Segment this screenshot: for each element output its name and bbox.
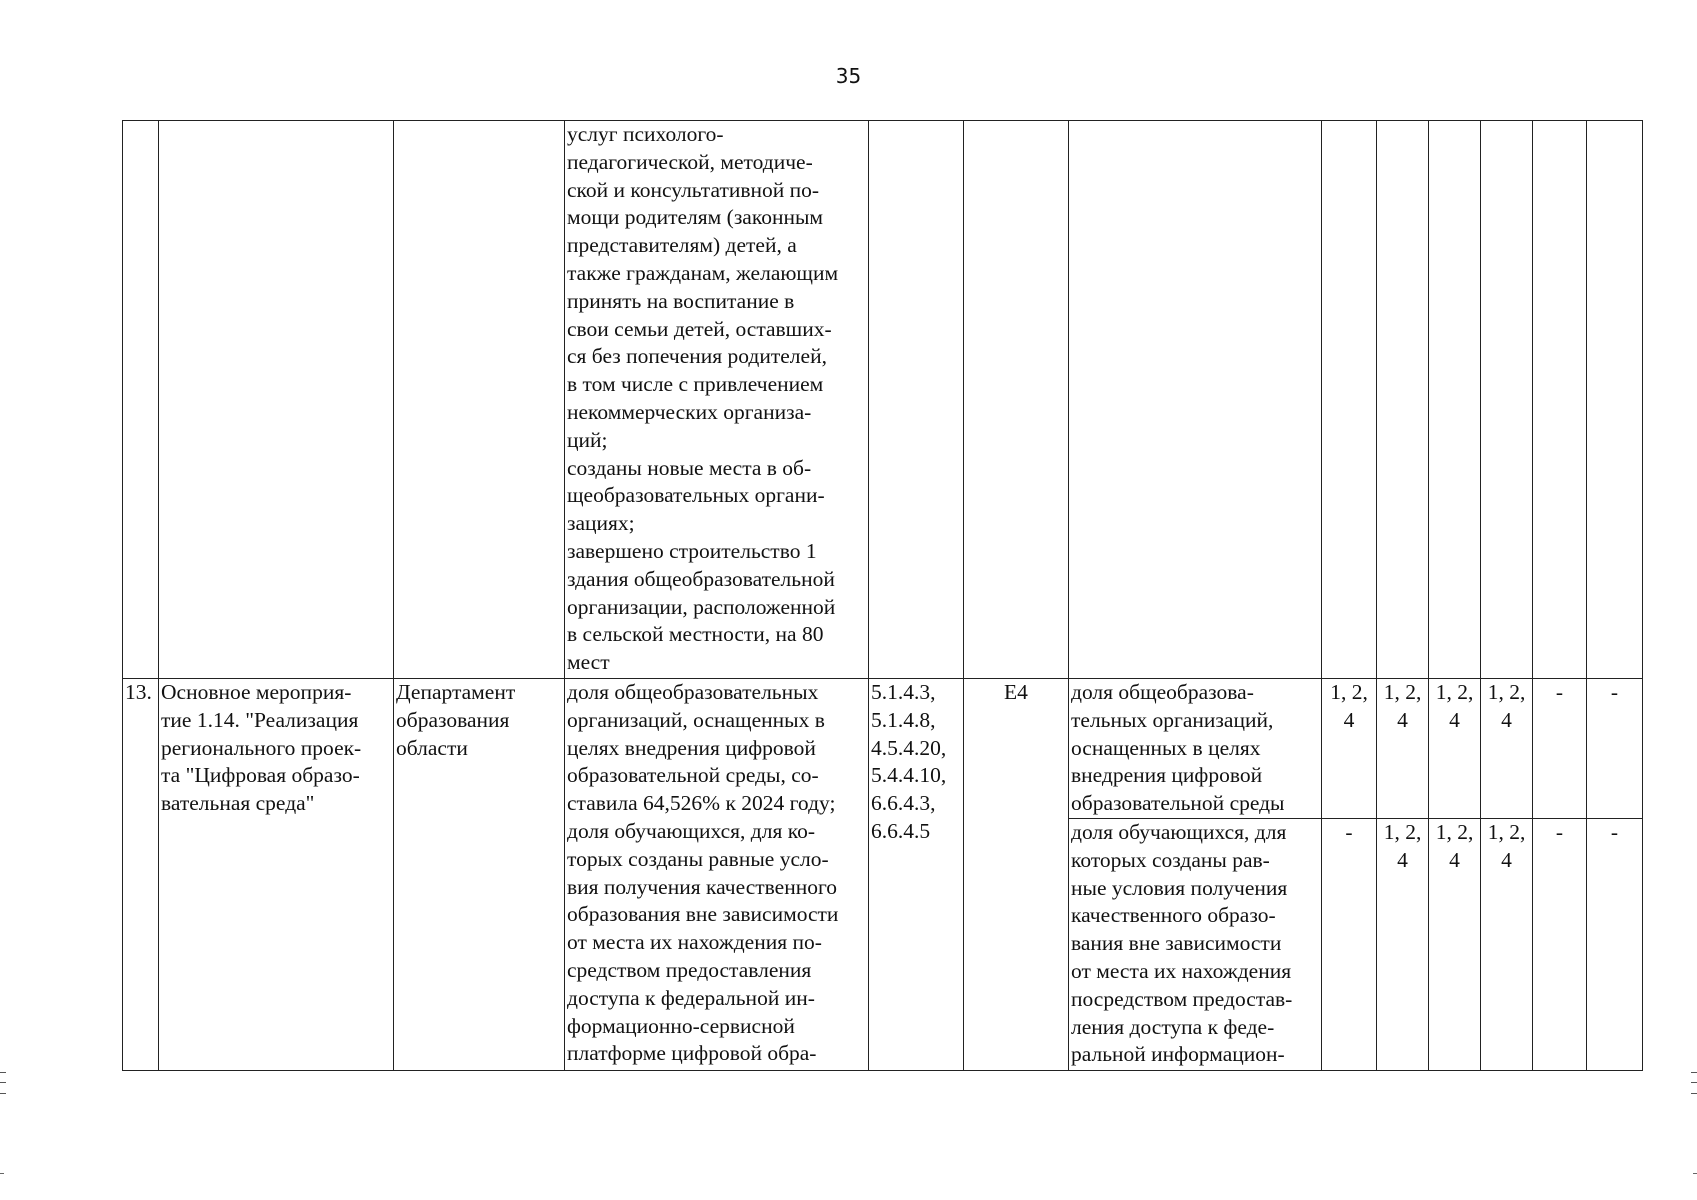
row-13-responsible: Департамент образования области — [394, 679, 565, 1071]
cont-value-cell — [1587, 121, 1643, 679]
row-13-result-2: доля обучающихся, для ко- торых созданы равные усло- вия получения качественного образования вне зависимости от места их нахождения по- средством предоставления доступа к федеральной ин- формационно-сервисной платформе цифровой обра- — [567, 818, 839, 1066]
cont-indicator-cell — [1069, 121, 1322, 679]
indicator-2-value: - — [1533, 819, 1587, 1071]
row-13-indicator-1 — [123, 679, 1643, 819]
indicator-1-value: 1, 2, 4 — [1322, 679, 1377, 819]
cont-codes-cell — [869, 121, 964, 679]
indicator-2-value: - — [1587, 819, 1643, 1071]
indicator-1-value: - — [1587, 679, 1643, 819]
indicator-2-value: 1, 2, 4 — [1377, 819, 1429, 1071]
row-13-number: 13. — [123, 679, 159, 1071]
indicator-2-value: 1, 2, 4 — [1429, 819, 1481, 1071]
cont-value-cell — [1322, 121, 1377, 679]
cont-value-cell — [1429, 121, 1481, 679]
program-measures-table — [122, 120, 1643, 1071]
cont-project-cell — [964, 121, 1069, 679]
binding-mark-right — [1691, 1072, 1697, 1094]
row-13-measure: Основное мероприя- тие 1.14. "Реализация регионального проек- та "Цифровая образо- вательная среда" — [159, 679, 394, 1071]
indicator-1-value: 1, 2, 4 — [1377, 679, 1429, 819]
cont-responsible-cell — [394, 121, 565, 679]
cont-value-cell — [1377, 121, 1429, 679]
row-13-indicator-1-text: доля общеобразова- тельных организаций, оснащенных в целях внедрения цифровой образовательной среды — [1069, 679, 1322, 819]
row-13-codes: 5.1.4.3, 5.1.4.8, 4.5.4.20, 5.4.4.10, 6.6.4.3, 6.6.4.5 — [869, 679, 964, 1071]
row-13-result-1: доля общеобразовательных организаций, оснащенных в целях внедрения цифровой образовательной среды, со- ставила 64,526% к 2024 году; — [567, 680, 836, 816]
continuation-row — [123, 121, 1643, 679]
cont-number-cell — [123, 121, 159, 679]
row-13-project-code: Е4 — [964, 679, 1069, 1071]
cont-value-cell — [1533, 121, 1587, 679]
row-13-indicator-2-text: доля обучающихся, для которых созданы рав- ные условия получения качественного образо- вания вне зависимости от места их нахождения посредством предостав- ления доступа к феде- ральной информацион- — [1069, 819, 1322, 1071]
margin-tick-right — [1693, 1173, 1697, 1174]
binding-mark-left — [0, 1072, 6, 1094]
page-number: 35 — [835, 64, 862, 88]
cont-value-cell — [1481, 121, 1533, 679]
indicator-1-value: 1, 2, 4 — [1481, 679, 1533, 819]
indicator-2-value: 1, 2, 4 — [1481, 819, 1533, 1071]
cont-result-text: услуг психолого- педагогической, методиче- ской и консультативной по- мощи родителям (законным представителям) детей, а также гражданам, желающим принять на воспитание в свои семьи детей, оставших- ся без попечения родителей, в том числе с привлечением некоммерческих организа- ций; созданы новые места в об- щеобразовательных органи- зациях; завершено строительство 1 здания общеобразовательной организации, расположенной в сельской местности, на 80 мест — [565, 121, 869, 679]
margin-tick-left — [0, 1173, 4, 1174]
indicator-1-value: 1, 2, 4 — [1429, 679, 1481, 819]
row-13-results — [565, 679, 869, 1071]
indicator-2-value: - — [1322, 819, 1377, 1071]
cont-measure-cell — [159, 121, 394, 679]
indicator-1-value: - — [1533, 679, 1587, 819]
